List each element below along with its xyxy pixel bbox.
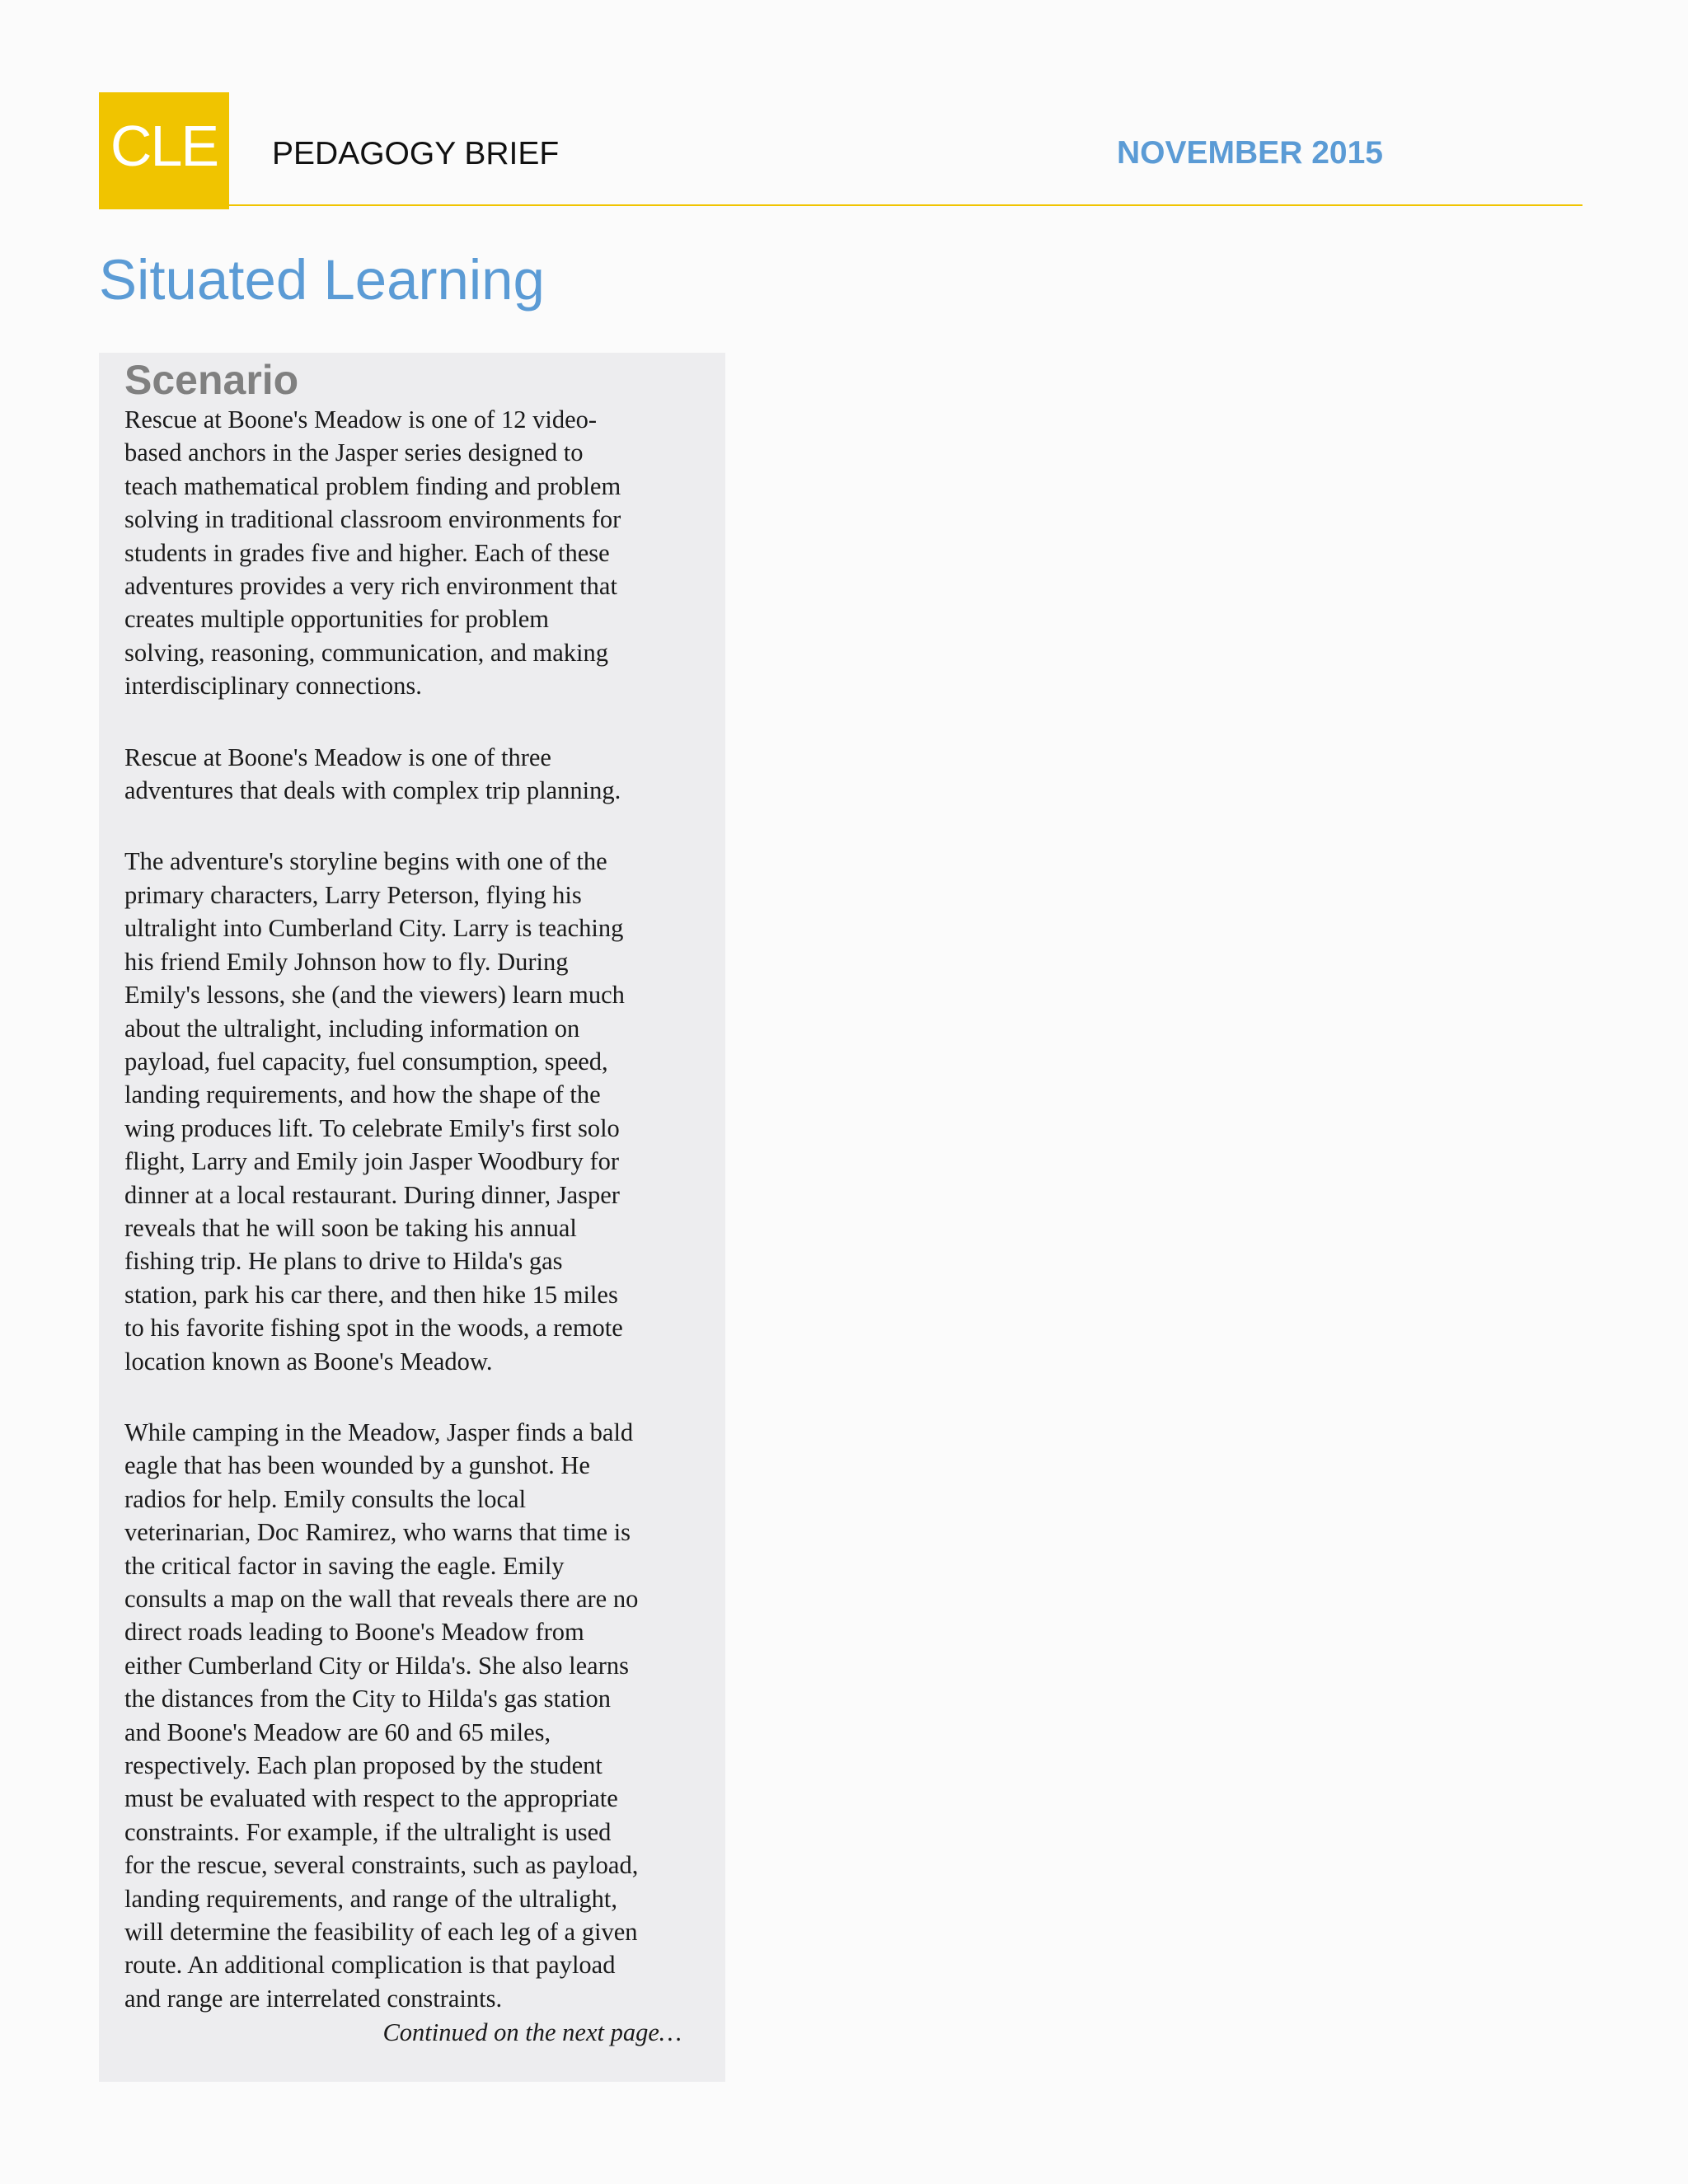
text-line: based anchors in the Jasper series designed to bbox=[124, 438, 584, 467]
scenario-sidebar bbox=[99, 353, 725, 2082]
text-line: the distances from the City to Hilda's gas station bbox=[124, 1685, 611, 1713]
text-line: to his favorite fishing spot in the woods, a remote bbox=[124, 1314, 623, 1343]
brief-title: PEDAGOGY BRIEF bbox=[272, 136, 560, 171]
text-line: adventures that deals with complex trip planning. bbox=[124, 776, 621, 805]
text-line: the critical factor in saving the eagle. Emily bbox=[124, 1551, 565, 1580]
text-line: will determine the feasibility of each leg of a given bbox=[124, 1918, 638, 1947]
text-line: reveals that he will soon be taking his annual bbox=[124, 1213, 577, 1242]
scenario-heading: Scenario bbox=[124, 357, 299, 403]
scenario-paragraph bbox=[124, 403, 725, 703]
text-line: solving in traditional classroom environments for bbox=[124, 505, 621, 534]
text-line: interdisciplinary connections. bbox=[124, 672, 422, 701]
text-line: location known as Boone's Meadow. bbox=[124, 1347, 493, 1376]
text-line: teach mathematical problem finding and problem bbox=[124, 471, 621, 500]
text-line: dinner at a local restaurant. During dinner, Jasper bbox=[124, 1180, 620, 1209]
text-line: While camping in the Meadow, Jasper finds a bald bbox=[124, 1418, 634, 1446]
text-line: direct roads leading to Boone's Meadow from bbox=[124, 1618, 584, 1647]
text-line: primary characters, Larry Peterson, flying his bbox=[124, 880, 582, 909]
text-line: payload, fuel capacity, fuel consumption, speed, bbox=[124, 1047, 608, 1076]
continued-note: Continued on the next page… bbox=[382, 2018, 682, 2047]
text-line: constraints. For example, if the ultralight is used bbox=[124, 1817, 612, 1846]
text-line: landing requirements, and how the shape of the bbox=[124, 1080, 601, 1109]
text-line: and range are interrelated constraints. bbox=[124, 1984, 503, 2013]
scenario-paragraph bbox=[124, 845, 725, 1378]
text-line: Rescue at Boone's Meadow is one of three bbox=[124, 743, 551, 771]
text-line: radios for help. Emily consults the local bbox=[124, 1484, 527, 1513]
text-line: creates multiple opportunities for problem bbox=[124, 605, 549, 634]
text-line: ultralight into Cumberland City. Larry is teaching bbox=[124, 914, 624, 943]
text-line: route. An additional complication is that payload bbox=[124, 1951, 616, 1980]
text-line: about the ultralight, including information on bbox=[124, 1014, 580, 1043]
text-line: respectively. Each plan proposed by the student bbox=[124, 1751, 603, 1780]
page-title: Situated Learning bbox=[99, 248, 545, 312]
text-line: must be evaluated with respect to the appropriate bbox=[124, 1784, 618, 1813]
text-line: eagle that has been wounded by a gunshot. He bbox=[124, 1451, 590, 1480]
text-line: landing requirements, and range of the ultralight, bbox=[124, 1884, 617, 1913]
text-line: veterinarian, Doc Ramirez, who warns that time is bbox=[124, 1518, 631, 1547]
text-line: consults a map on the wall that reveals there are no bbox=[124, 1585, 639, 1613]
text-line: his friend Emily Johnson how to fly. During bbox=[124, 947, 569, 976]
text-line: Rescue at Boone's Meadow is one of 12 video- bbox=[124, 405, 598, 434]
text-line: adventures provides a very rich environment that bbox=[124, 572, 617, 601]
header-divider bbox=[229, 204, 1582, 206]
text-line: solving, reasoning, communication, and making bbox=[124, 638, 609, 667]
text-line: fishing trip. He plans to drive to Hilda's gas bbox=[124, 1247, 563, 1276]
text-line: for the rescue, several constraints, such as payload, bbox=[124, 1851, 639, 1880]
text-line: station, park his car there, and then hike 15 miles bbox=[124, 1280, 618, 1309]
text-line: either Cumberland City or Hilda's. She also learns bbox=[124, 1651, 629, 1680]
text-line: wing produces lift. To celebrate Emily's first solo bbox=[124, 1113, 620, 1142]
text-line: The adventure's storyline begins with one of the bbox=[124, 847, 607, 876]
issue-date: NOVEMBER 2015 bbox=[1117, 135, 1383, 171]
text-line: and Boone's Meadow are 60 and 65 miles, bbox=[124, 1718, 551, 1746]
text-line: students in grades five and higher. Each of these bbox=[124, 538, 610, 567]
text-line: flight, Larry and Emily join Jasper Woodbury for bbox=[124, 1147, 620, 1176]
scenario-paragraph bbox=[124, 1416, 725, 2015]
scenario-paragraph bbox=[124, 741, 725, 808]
cle-logo: CLE bbox=[99, 92, 229, 209]
text-line: Emily's lessons, she (and the viewers) learn much bbox=[124, 981, 625, 1010]
